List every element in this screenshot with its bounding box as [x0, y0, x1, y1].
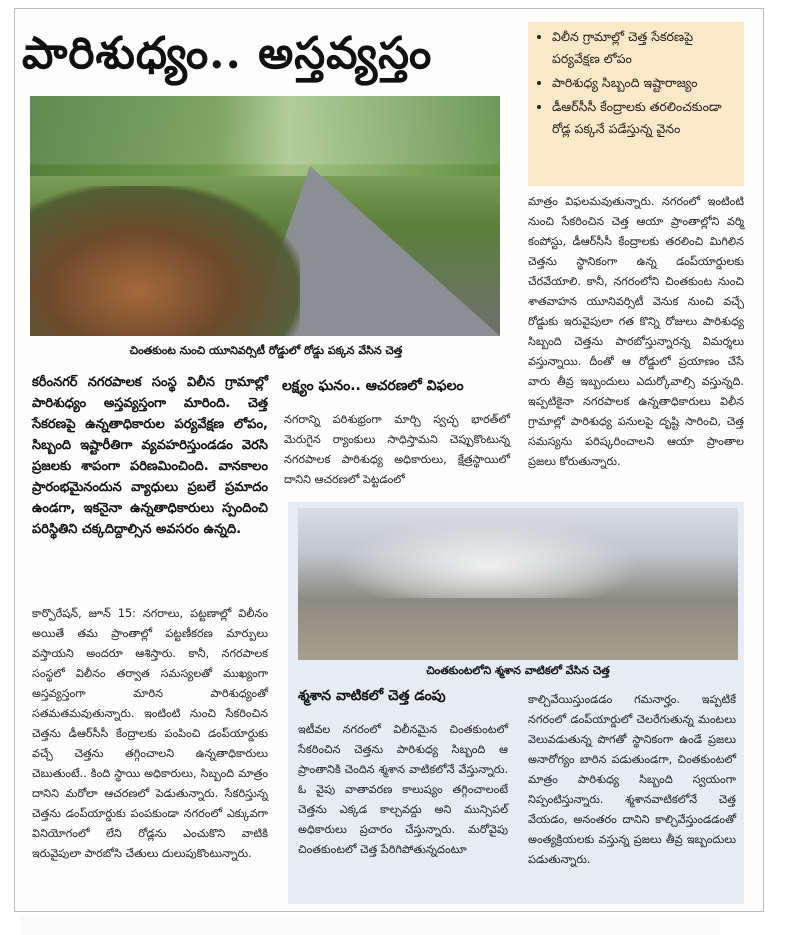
garbage-pile	[30, 186, 300, 336]
headline: పారిశుధ్యం.. అస్తవ్యస్తం	[22, 28, 433, 79]
trees-background	[30, 96, 500, 176]
highlight-item: • పారిశుధ్య సిబ్బంది ఇష్టారాజ్యం	[552, 72, 734, 94]
photo1-caption: చింతకుంట నుంచి యూనివర్సిటీ రోడ్డులో రోడ్డు పక్కన వేసిన చెత్త	[129, 344, 403, 357]
lead-paragraph: కరీంనగర్ నగరపాలక సంస్థ విలీన గ్రామాల్లో పారిశుధ్యం అస్తవ్యస్తంగా మారింది. చెత్త సేకరణపై ఉన్నతాధికారుల పర్యవేక్షణ లోపం, సిబ్బంది ఇష్టారీతిగా వ్యవహరిస్తుండడం వెరసి ప్రజలకు శాపంగా పరిణమించింది. వానకాలం ప్రారంభమైనందున వ్యాధులు ప్రబలే ప్రమాదం ఉండగా, ఇకనైనా ఉన్నతాధికారులు స్పందించి పరిస్థితిని చక్కదిద్దాల్సిన అవసరం ఉన్నది.	[32, 375, 268, 537]
highlight-item: • డీఆర్‌సీసీ కేంద్రాలకు తరలించకుండా రోడ్ల పక్కనే పడేస్తున్న వైనం	[552, 96, 734, 140]
smoke-cloud	[338, 518, 638, 598]
burning-garbage-photo	[298, 508, 738, 660]
bottom-cutoff	[20, 916, 720, 935]
subheading-cemetery: శ్మశాన వాటికలో చెత్త డంపు	[298, 688, 446, 704]
column-5-body: కాల్చివేయిస్తుండడం గమనార్హం. ఇప్పటికే నగరంలో డంప్‌యార్డులో చెలరేగుతున్న మంటలు వెలువడుతున్న పొగతో స్థానికంగా ఉండే ప్రజలు అనారోగ్యం బారిన పడుతుండగా, చింతకుంటలో మాత్రం పారిశుధ్య సిబ్బంది స్వయంగా నిప్పంటిస్తున్నారు. శ్మశానవాటికలోనే చెత్త వేయడం, అనంతరం దానిని కాల్చివేస్తుండడంతో అంత్యక్రియలకు వస్తున్న ప్రజలు తీవ్ర ఇబ్బందులు పడుతున్నారు.	[528, 693, 736, 866]
column-2-body: నగరాన్ని పరిశుభ్రంగా మార్చి స్వచ్ఛ భారత్‌లో మెరుగైన ర్యాంకులు సాధిస్తామని చెప్పుకొంటున్న నగరపాలక పారిశుధ్య అధికారులు, క్షేత్రస్థాయిలో దానిని ఆచరణలో పెట్టడంలో	[284, 413, 510, 486]
road-garbage-photo	[30, 96, 500, 336]
highlight-item: • విలీన గ్రామాల్లో చెత్త సేకరణపై పర్యవేక్షణ లోపం	[552, 26, 734, 70]
column-1-body: కార్పొరేషన్, జూన్ 15: నగరాలు, పట్టణాల్లో విలీనం అయితే తమ ప్రాంతాల్లో పట్టణీకరణ మార్పులు వస్తాయని అందరూ ఆశిస్తారు. కానీ, నగరపాలక సంస్థలో విలీనం తర్వాత సమస్యలతో ముఖ్యంగా అస్తవ్యస్తంగా మారిన పారిశుధ్యంతో సతమతమవుతున్నారు. ఇంటింటి నుంచి సేకరించిన చెత్తను డీఆర్‌సీసీ కేంద్రాలకు పంపించి డంప్‌యార్డుకు వచ్చే చెత్తను తగ్గించాలని ఉన్నతాధికారులు చెబుతుంటే.. కింది స్థాయి అధికారులు, సిబ్బంది మాత్రం దానిని మరోలా ఆచరణలో పెడుతున్నారు. సేకరిస్తున్న చెత్తను డంప్‌యార్డుకు పంపకుండా నగరంలో ఎక్కువగా వినియోగంలో లేని రోడ్లను ఎంచుకొని వాటికి ఇరువైపులా పారబోసి చేతులు దులుపుకొంటున్నారు.	[32, 607, 268, 860]
subheading-goal: లక్ష్యం ఘనం.. ఆచరణలో విఫలం	[282, 378, 464, 394]
photo2-caption: చింతకుంటలోని శ్మశాన వాటికలో వేసిన చెత్త	[426, 664, 610, 677]
highlights-box	[528, 22, 744, 186]
column-3-body: మాత్రం విఫలమవుతున్నారు. నగరంలో ఇంటింటి నుంచి సేకరించిన చెత్త ఆయా ప్రాంతాల్లోని వర్మి కంపోస్టు, డీఆర్‌సీసీ కేంద్రాలకు తరలించి మిగిలిన చెత్తను స్థానికంగా ఉన్న డంప్‌యార్డులకు చేరవేయాలి. కానీ, నగరంలోని చింతకుంట నుంచి శాతవాహన యూనివర్సిటీ వెనుక నుంచి వచ్చే రోడ్డుకు ఇరువైపులా గత కొన్ని రోజులు పారిశుధ్య సిబ్బంది చెత్తను పారబోస్తున్నారన్న విమర్శలు వస్తున్నాయి. దీంతో ఆ రోడ్డులో ప్రయాణం చేసే వారు తీవ్ర ఇబ్బందులు ఎదుర్కోవాల్సి వస్తున్నది. ఇప్పటికైనా నగరపాలక ఉన్నతాధికారులు విలీన గ్రామాల్లో పారిశుధ్య పనులపై దృష్టి సారించి, చెత్త సమస్యను పరిష్కరించాలని ఆయా ప్రాంతాల ప్రజలు కోరుతున్నారు.	[528, 195, 744, 468]
column-4-body: ఇటీవల నగరంలో విలీనమైన చింతకుంటలో సేకరించిన చెత్తను పారిశుధ్య సిబ్బంది ఆ ప్రాంతానికి చెందిన శ్మశాన వాటికలోనే వేస్తున్నారు. ఓ వైపు వాతావరణ కాలుష్యం తగ్గించాలంటే చెత్తను ఎక్కడ కాల్చవద్దు అని మున్సిపల్ అధికారులు ప్రచారం చేస్తున్నారు. మరోవైపు చింతకుంటలో చెత్త పేరిగిపోతున్నదంటూ	[298, 723, 508, 856]
highlights-list	[538, 26, 734, 140]
